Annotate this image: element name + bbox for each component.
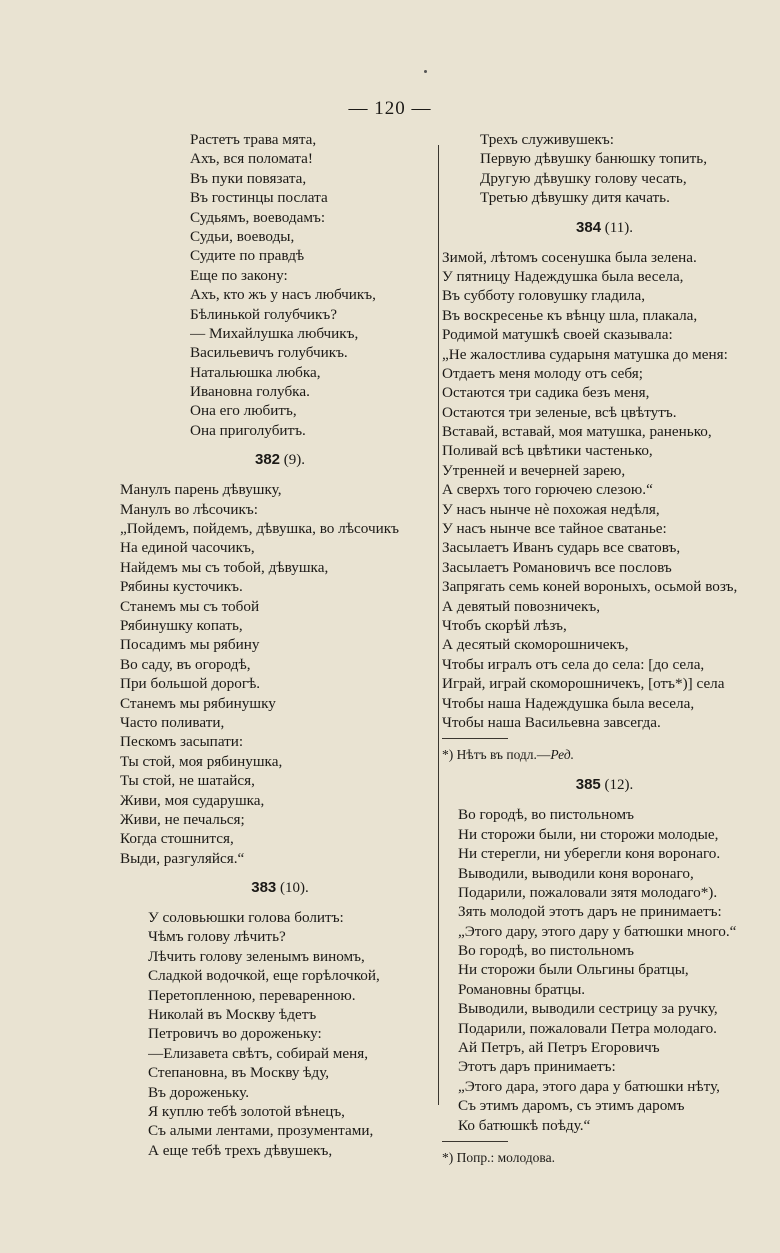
footnote-text: *) Попр.: молодова. [442, 1149, 555, 1165]
poem-line: „Не жалостлива сударыня матушка до меня: [442, 345, 728, 363]
poem-line: Васильевичъ голубчикъ. [190, 344, 348, 362]
poem-line: Станемъ мы рябинушку [120, 694, 276, 712]
poem-line: Ни сторожи были, ни сторожи молодые, [458, 825, 719, 843]
poem-line: Засылаетъ Романовичъ все пословъ [442, 558, 672, 576]
poem-line: Этотъ даръ принимаетъ: [458, 1058, 616, 1076]
poem-line: Засылаетъ Иванъ сударь все сватовъ, [442, 539, 681, 557]
poem-line: Играй, играй скоморошничекъ, [отъ*)] села [442, 675, 725, 693]
poem-line: А сверхъ того горючею слезою.“ [442, 481, 653, 499]
poem-line: Манулъ во лѣсочикъ: [120, 500, 258, 518]
poem-subnumber: (11). [604, 219, 633, 236]
poem-number: 384 [576, 218, 602, 236]
poem-line: Петровичъ во дороженьку: [148, 1025, 322, 1043]
poem-line: Въ пуки повязата, [190, 169, 307, 187]
poem-line: Зять молодой этотъ даръ не принимаетъ: [458, 903, 722, 921]
poem-line: Рябины кусточикъ. [120, 578, 243, 596]
right-column [442, 130, 767, 1168]
poem-heading-385 [442, 765, 767, 805]
poem-line: Живи, моя сударушка, [120, 791, 265, 809]
poem-line: Чтобы наша Надеждушка была весела, [442, 694, 695, 712]
poem-line: Сладкой водочкой, еще горѣлочкой, [148, 967, 380, 985]
poem-line: Чтобъ скорѣй лѣзъ, [442, 616, 567, 634]
poem-line: Выводили, выводили сестрицу за ручку, [458, 1000, 718, 1018]
poem-line: Остаются три зеленые, всѣ цвѣтутъ. [442, 403, 677, 421]
poem-line: Съ алыми лентами, прозументами, [148, 1122, 374, 1140]
poem-line: Ты стой, моя рябинушка, [120, 752, 283, 770]
poem-line: Ко батюшкѣ поѣду.“ [458, 1116, 591, 1134]
poem-line: Вставай, вставай, моя матушка, раненько, [442, 423, 712, 441]
poem-block-383-continued [442, 130, 767, 208]
poem-line: Растетъ трава мята, [190, 131, 317, 148]
footnote-text: *) Нѣтъ въ подл.— [442, 747, 551, 763]
poem-line: Манулъ парень дѣвушку, [120, 481, 282, 499]
poem-line: Пескомъ засыпати: [120, 733, 244, 751]
poem-line: Утренней и вечерней зарею, [442, 461, 626, 479]
left-column [120, 130, 440, 1160]
column-divider [438, 145, 439, 1105]
poem-heading-384 [442, 208, 767, 248]
poem-line: Ай Петръ, ай Петръ Егоровичъ [458, 1039, 660, 1057]
poem-line: Зимой, лѣтомъ сосенушка была зелена. [442, 248, 697, 266]
poem-line: Съ этимъ даромъ, съ этимъ даромъ [458, 1097, 685, 1115]
footnote-italic: Ред. [550, 747, 575, 763]
poem-line: Она приголубитъ. [190, 421, 306, 439]
poem-line: „Этого дара, этого дара у батюшки нѣту, [458, 1077, 720, 1095]
page-number: — 120 — [348, 98, 432, 119]
poem-line: Часто поливати, [120, 713, 225, 731]
poem-line: Выди, разгуляйся.“ [120, 849, 245, 867]
poem-line: Ни стерегли, ни уберегли коня воронаго. [458, 845, 721, 863]
poem-block-385 [442, 805, 767, 1135]
poem-line: Судите по правдѣ [190, 247, 305, 265]
poem-line: Николай въ Москву ѣдетъ [148, 1006, 317, 1024]
poem-block-384 [442, 248, 767, 733]
poem-line: Ивановна голубка. [190, 383, 310, 401]
poem-line: Ты стой, не шатайся, [120, 772, 255, 790]
poem-line: Степановна, въ Москву ѣду, [148, 1064, 330, 1082]
poem-line: Натальюшка любка, [190, 363, 321, 381]
poem-line: У пятницу Надеждушка была весела, [442, 267, 684, 285]
poem-subnumber: (12). [604, 777, 634, 794]
poem-line: Запрягать семь коней вороныхъ, осьмой возъ, [442, 578, 738, 596]
poem-line: Въ гостинцы послата [190, 189, 328, 207]
footnote-rule [442, 738, 508, 739]
poem-line: Трехъ служивушекъ: [480, 131, 614, 148]
poem-line: Во саду, въ огородѣ, [120, 655, 251, 673]
footnote-rule [442, 1141, 508, 1142]
poem-line: У насъ нынче нѐ похожая недѣля, [442, 500, 660, 518]
poem-line: Ахъ, вся поломата! [190, 150, 313, 168]
poem-line: При большой дорогѣ. [120, 675, 261, 693]
poem-line: Остаются три садика безъ меня, [442, 384, 650, 402]
poem-subnumber: (10). [280, 880, 309, 897]
poem-line: Рябинушку копать, [120, 616, 243, 634]
poem-line: Во городѣ, во пистольномъ [458, 942, 634, 960]
poem-subnumber: (9). [283, 452, 306, 469]
poem-line: Судьямъ, воеводамъ: [190, 208, 326, 226]
poem-line: Поливай всѣ цвѣтики частенько, [442, 442, 653, 460]
poem-line: Лѣчить голову зеленымъ виномъ, [148, 947, 365, 965]
poem-line: На единой часочикъ, [120, 539, 255, 557]
poem-line: Третью дѣвушку дитя качать. [480, 189, 670, 207]
poem-line: Найдемъ мы съ тобой, дѣвушка, [120, 558, 329, 576]
poem-line: Судьи, воеводы, [190, 227, 295, 245]
poem-line: „Этого дару, этого дару у батюшки много.“ [458, 922, 737, 940]
poem-number: 385 [575, 776, 601, 794]
poem-block-382 [120, 480, 440, 868]
poem-line: Еще по закону: [190, 266, 288, 284]
poem-block-continued [120, 130, 440, 440]
poem-line: Живи, не печалься; [120, 810, 245, 828]
ink-speck [424, 70, 427, 73]
footnote-385 [442, 1148, 767, 1168]
poem-line: Въ дороженьку. [148, 1083, 250, 1101]
poem-number: 383 [251, 879, 277, 897]
poem-line: Ахъ, кто жъ у насъ любчикъ, [190, 286, 376, 304]
poem-line: Чтобы игралъ отъ села до села: [до села, [442, 655, 705, 673]
poem-line: Подарили, пожаловали зятя молодаго*). [458, 883, 718, 901]
poem-line: У соловьюшки голова болитъ: [148, 909, 344, 927]
poem-line: Выводили, выводили коня воронаго, [458, 864, 694, 882]
poem-heading-382 [120, 440, 440, 480]
poem-line: — Михайлушка любчикъ, [190, 324, 359, 342]
poem-heading-383 [120, 868, 440, 908]
poem-line: Другую дѣвушку голову чесать, [480, 169, 687, 187]
poem-line: Станемъ мы съ тобой [120, 597, 260, 615]
poem-line: Чѣмъ голову лѣчить? [148, 928, 286, 946]
poem-line: Бѣлинькой голубчикъ? [190, 305, 337, 323]
poem-line: —Елизавета свѣтъ, собирай меня, [148, 1044, 369, 1062]
poem-number: 382 [254, 451, 281, 469]
poem-line: Въ субботу головушку гладила, [442, 287, 646, 305]
poem-line: Въ воскресенье къ вѣнцу шла, плакала, [442, 306, 698, 324]
poem-line: Когда стошнится, [120, 830, 234, 848]
poem-line: Она его любитъ, [190, 402, 297, 420]
poem-line: Отдаетъ меня молоду отъ себя; [442, 364, 643, 382]
poem-line: Подарили, пожаловали Петра молодаго. [458, 1019, 717, 1037]
poem-line: А десятый скоморошничекъ, [442, 636, 629, 654]
poem-line: „Пойдемъ, пойдемъ, дѣвушка, во лѣсочикъ [120, 520, 399, 538]
poem-block-383 [120, 908, 440, 1160]
poem-line: Во городѣ, во пистольномъ [458, 806, 634, 824]
poem-line: Перетопленною, переваренною. [148, 986, 356, 1004]
poem-line: Первую дѣвушку банюшку топить, [480, 150, 707, 168]
poem-line: Ни сторожи были Ольгины братцы, [458, 961, 689, 979]
footnote-384 [442, 745, 767, 765]
poem-line: Я куплю тебѣ золотой вѣнецъ, [148, 1102, 345, 1120]
poem-line: Романовны братцы. [458, 980, 586, 998]
poem-line: Посадимъ мы рябину [120, 636, 260, 654]
poem-line: А еще тебѣ трехъ дѣвушекъ, [148, 1141, 333, 1159]
poem-line: А девятый повозничекъ, [442, 597, 601, 615]
poem-line: Родимой матушкѣ своей сказывала: [442, 326, 673, 344]
poem-line: Чтобы наша Васильевна завсегда. [442, 713, 661, 731]
poem-line: У насъ нынче все тайное сватанье: [442, 520, 667, 538]
